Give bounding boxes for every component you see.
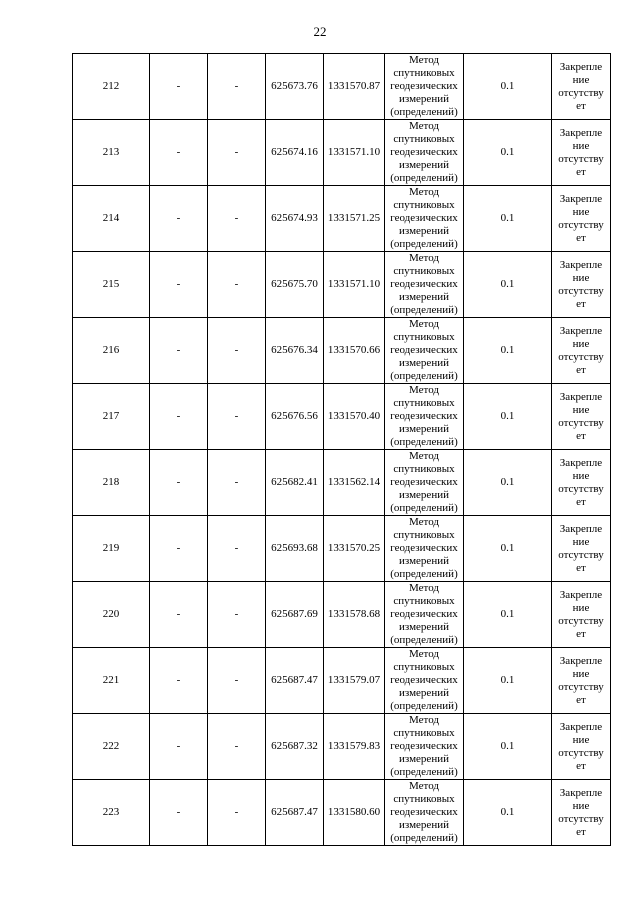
- y-coordinate-cell: 1331571.10: [324, 120, 385, 186]
- table-row: [73, 384, 611, 450]
- x-coordinate-cell: 625687.32: [266, 714, 324, 780]
- method-cell: [385, 54, 464, 120]
- method-line: измерений: [399, 159, 449, 171]
- fixing-line: ет: [576, 99, 586, 112]
- method-line: измерений: [399, 819, 449, 831]
- method-line: (определений): [390, 832, 458, 844]
- method-line: измерений: [399, 555, 449, 567]
- fixing-line: ет: [576, 363, 586, 376]
- method-cell: [385, 252, 464, 318]
- method-line: измерений: [399, 621, 449, 633]
- fixing-cell: [552, 384, 611, 450]
- table-row: [73, 54, 611, 120]
- old-y-cell: -: [208, 120, 266, 186]
- method-line: Метод: [409, 450, 439, 462]
- y-coordinate-cell: 1331570.87: [324, 54, 385, 120]
- fixing-line: Закрепле: [559, 786, 603, 799]
- method-cell: [385, 120, 464, 186]
- fixing-cell: [552, 120, 611, 186]
- point-number-cell: 219: [73, 516, 150, 582]
- y-coordinate-cell: 1331578.68: [324, 582, 385, 648]
- method-line: Метод: [409, 714, 439, 726]
- method-line: (определений): [390, 370, 458, 382]
- x-coordinate-cell: 625687.69: [266, 582, 324, 648]
- old-x-cell: -: [150, 516, 208, 582]
- fixing-line: отсутству: [558, 152, 604, 165]
- y-coordinate-cell: 1331571.25: [324, 186, 385, 252]
- fixing-line: ет: [576, 627, 586, 640]
- method-line: спутниковых: [393, 463, 455, 475]
- method-line: Метод: [409, 120, 439, 132]
- table-row: [73, 582, 611, 648]
- page-number: 22: [313, 24, 327, 39]
- method-line: спутниковых: [393, 529, 455, 541]
- fixing-line: отсутству: [558, 812, 604, 825]
- table-row: [73, 450, 611, 516]
- table-row: [73, 780, 611, 846]
- old-y-cell: -: [208, 780, 266, 846]
- fixing-line: ет: [576, 165, 586, 178]
- point-number-cell: 217: [73, 384, 150, 450]
- fixing-line: ет: [576, 693, 586, 706]
- method-line: измерений: [399, 687, 449, 699]
- fixing-line: Закрепле: [559, 720, 603, 733]
- point-number-cell: 212: [73, 54, 150, 120]
- method-line: (определений): [390, 238, 458, 250]
- x-coordinate-cell: 625693.68: [266, 516, 324, 582]
- fixing-line: отсутству: [558, 614, 604, 627]
- x-coordinate-cell: 625687.47: [266, 648, 324, 714]
- old-x-cell: -: [150, 120, 208, 186]
- x-coordinate-cell: 625675.70: [266, 252, 324, 318]
- fixing-cell: [552, 318, 611, 384]
- old-y-cell: -: [208, 318, 266, 384]
- fixing-line: отсутству: [558, 218, 604, 231]
- method-line: геодезических: [390, 212, 458, 224]
- fixing-line: отсутству: [558, 548, 604, 561]
- fixing-line: ет: [576, 561, 586, 574]
- method-cell: [385, 780, 464, 846]
- point-number-cell: 220: [73, 582, 150, 648]
- method-line: спутниковых: [393, 331, 455, 343]
- fixing-line: ние: [572, 73, 590, 86]
- method-line: измерений: [399, 225, 449, 237]
- fixing-line: Закрепле: [559, 258, 603, 271]
- fixing-line: отсутству: [558, 284, 604, 297]
- old-y-cell: -: [208, 384, 266, 450]
- method-line: (определений): [390, 106, 458, 118]
- fixing-line: Закрепле: [559, 390, 603, 403]
- method-line: Метод: [409, 252, 439, 264]
- fixing-line: отсутству: [558, 746, 604, 759]
- method-line: измерений: [399, 291, 449, 303]
- method-line: спутниковых: [393, 67, 455, 79]
- fixing-line: Закрепле: [559, 60, 603, 73]
- method-line: геодезических: [390, 608, 458, 620]
- method-line: геодезических: [390, 278, 458, 290]
- table-row: [73, 318, 611, 384]
- method-cell: [385, 450, 464, 516]
- method-line: (определений): [390, 172, 458, 184]
- method-line: геодезических: [390, 740, 458, 752]
- point-number-cell: 214: [73, 186, 150, 252]
- old-x-cell: -: [150, 714, 208, 780]
- point-number-cell: 218: [73, 450, 150, 516]
- method-line: Метод: [409, 516, 439, 528]
- method-cell: [385, 516, 464, 582]
- fixing-line: ние: [572, 271, 590, 284]
- method-cell: [385, 186, 464, 252]
- fixing-line: ние: [572, 667, 590, 680]
- fixing-line: отсутству: [558, 416, 604, 429]
- accuracy-cell: 0.1: [464, 252, 552, 318]
- method-line: (определений): [390, 436, 458, 448]
- fixing-line: Закрепле: [559, 654, 603, 667]
- fixing-line: ние: [572, 535, 590, 548]
- fixing-line: ет: [576, 825, 586, 838]
- fixing-line: ние: [572, 337, 590, 350]
- method-line: измерений: [399, 489, 449, 501]
- method-line: спутниковых: [393, 397, 455, 409]
- fixing-line: ние: [572, 205, 590, 218]
- table-row: [73, 120, 611, 186]
- fixing-cell: [552, 450, 611, 516]
- method-line: измерений: [399, 753, 449, 765]
- y-coordinate-cell: 1331579.83: [324, 714, 385, 780]
- method-line: (определений): [390, 700, 458, 712]
- table-row: [73, 648, 611, 714]
- fixing-cell: [552, 186, 611, 252]
- accuracy-cell: 0.1: [464, 648, 552, 714]
- method-line: Метод: [409, 318, 439, 330]
- fixing-cell: [552, 252, 611, 318]
- method-line: (определений): [390, 502, 458, 514]
- method-line: Метод: [409, 780, 439, 792]
- point-number-cell: 222: [73, 714, 150, 780]
- method-line: спутниковых: [393, 595, 455, 607]
- method-line: Метод: [409, 582, 439, 594]
- fixing-line: ет: [576, 297, 586, 310]
- point-number-cell: 216: [73, 318, 150, 384]
- point-number-cell: 215: [73, 252, 150, 318]
- accuracy-cell: 0.1: [464, 450, 552, 516]
- y-coordinate-cell: 1331570.66: [324, 318, 385, 384]
- y-coordinate-cell: 1331580.60: [324, 780, 385, 846]
- y-coordinate-cell: 1331570.40: [324, 384, 385, 450]
- old-x-cell: -: [150, 252, 208, 318]
- accuracy-cell: 0.1: [464, 714, 552, 780]
- table-row: [73, 252, 611, 318]
- old-y-cell: -: [208, 252, 266, 318]
- old-x-cell: -: [150, 648, 208, 714]
- old-y-cell: -: [208, 54, 266, 120]
- old-y-cell: -: [208, 648, 266, 714]
- table-body: [73, 54, 611, 846]
- method-line: Метод: [409, 384, 439, 396]
- fixing-cell: [552, 516, 611, 582]
- fixing-cell: [552, 714, 611, 780]
- old-x-cell: -: [150, 186, 208, 252]
- old-x-cell: -: [150, 450, 208, 516]
- fixing-line: ет: [576, 429, 586, 442]
- method-line: геодезических: [390, 344, 458, 356]
- fixing-line: отсутству: [558, 350, 604, 363]
- fixing-cell: [552, 648, 611, 714]
- x-coordinate-cell: 625687.47: [266, 780, 324, 846]
- method-line: геодезических: [390, 542, 458, 554]
- fixing-line: Закрепле: [559, 324, 603, 337]
- fixing-line: отсутству: [558, 680, 604, 693]
- method-cell: [385, 714, 464, 780]
- method-line: измерений: [399, 357, 449, 369]
- method-line: спутниковых: [393, 133, 455, 145]
- x-coordinate-cell: 625676.56: [266, 384, 324, 450]
- method-line: Метод: [409, 54, 439, 66]
- method-line: (определений): [390, 304, 458, 316]
- fixing-line: Закрепле: [559, 456, 603, 469]
- accuracy-cell: 0.1: [464, 780, 552, 846]
- fixing-line: Закрепле: [559, 522, 603, 535]
- accuracy-cell: 0.1: [464, 120, 552, 186]
- old-y-cell: -: [208, 450, 266, 516]
- table-row: [73, 714, 611, 780]
- method-cell: [385, 582, 464, 648]
- point-number-cell: 213: [73, 120, 150, 186]
- method-line: (определений): [390, 634, 458, 646]
- method-line: геодезических: [390, 146, 458, 158]
- accuracy-cell: 0.1: [464, 582, 552, 648]
- method-line: геодезических: [390, 80, 458, 92]
- x-coordinate-cell: 625674.16: [266, 120, 324, 186]
- fixing-line: отсутству: [558, 482, 604, 495]
- fixing-line: ние: [572, 601, 590, 614]
- fixing-line: ние: [572, 469, 590, 482]
- method-line: спутниковых: [393, 199, 455, 211]
- method-line: геодезических: [390, 476, 458, 488]
- accuracy-cell: 0.1: [464, 318, 552, 384]
- x-coordinate-cell: 625673.76: [266, 54, 324, 120]
- point-number-cell: 223: [73, 780, 150, 846]
- old-y-cell: -: [208, 582, 266, 648]
- old-x-cell: -: [150, 780, 208, 846]
- table-row: [73, 186, 611, 252]
- method-cell: [385, 384, 464, 450]
- old-x-cell: -: [150, 318, 208, 384]
- table-row: [73, 516, 611, 582]
- method-cell: [385, 318, 464, 384]
- method-line: Метод: [409, 648, 439, 660]
- method-line: спутниковых: [393, 661, 455, 673]
- method-line: геодезических: [390, 806, 458, 818]
- method-line: Метод: [409, 186, 439, 198]
- method-line: измерений: [399, 423, 449, 435]
- fixing-line: Закрепле: [559, 588, 603, 601]
- x-coordinate-cell: 625682.41: [266, 450, 324, 516]
- fixing-line: ние: [572, 799, 590, 812]
- fixing-line: ет: [576, 231, 586, 244]
- method-line: спутниковых: [393, 793, 455, 805]
- fixing-line: ние: [572, 403, 590, 416]
- method-line: (определений): [390, 766, 458, 778]
- fixing-line: ет: [576, 495, 586, 508]
- y-coordinate-cell: 1331570.25: [324, 516, 385, 582]
- method-line: геодезических: [390, 674, 458, 686]
- point-number-cell: 221: [73, 648, 150, 714]
- method-line: спутниковых: [393, 265, 455, 277]
- fixing-cell: [552, 780, 611, 846]
- coordinates-table: [72, 53, 611, 846]
- method-cell: [385, 648, 464, 714]
- fixing-line: Закрепле: [559, 126, 603, 139]
- fixing-line: Закрепле: [559, 192, 603, 205]
- fixing-line: ние: [572, 139, 590, 152]
- accuracy-cell: 0.1: [464, 516, 552, 582]
- method-line: геодезических: [390, 410, 458, 422]
- fixing-line: ние: [572, 733, 590, 746]
- fixing-cell: [552, 54, 611, 120]
- accuracy-cell: 0.1: [464, 384, 552, 450]
- fixing-line: ет: [576, 759, 586, 772]
- x-coordinate-cell: 625674.93: [266, 186, 324, 252]
- method-line: измерений: [399, 93, 449, 105]
- old-x-cell: -: [150, 582, 208, 648]
- old-x-cell: -: [150, 54, 208, 120]
- y-coordinate-cell: 1331562.14: [324, 450, 385, 516]
- fixing-line: отсутству: [558, 86, 604, 99]
- fixing-cell: [552, 582, 611, 648]
- old-y-cell: -: [208, 714, 266, 780]
- method-line: спутниковых: [393, 727, 455, 739]
- y-coordinate-cell: 1331579.07: [324, 648, 385, 714]
- y-coordinate-cell: 1331571.10: [324, 252, 385, 318]
- method-line: (определений): [390, 568, 458, 580]
- accuracy-cell: 0.1: [464, 186, 552, 252]
- old-x-cell: -: [150, 384, 208, 450]
- accuracy-cell: 0.1: [464, 54, 552, 120]
- old-y-cell: -: [208, 186, 266, 252]
- old-y-cell: -: [208, 516, 266, 582]
- x-coordinate-cell: 625676.34: [266, 318, 324, 384]
